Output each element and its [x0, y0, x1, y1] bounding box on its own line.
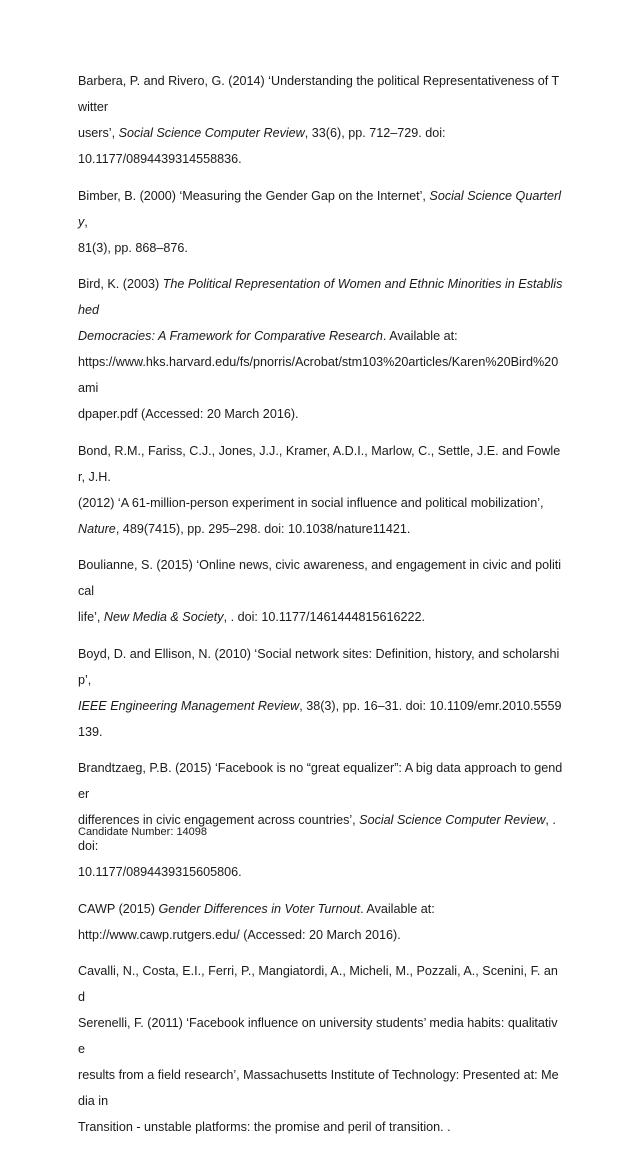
reference-entry — [78, 271, 564, 427]
reference-text: . Available at: https://www.hks.harvard.edu/fs/pnorris/Acrobat/stm103%20articles/Karen%20Bird%20ami dpaper.pdf (Accessed: 20 March 2016). — [78, 329, 559, 421]
reference-source-title: The Political Representation of Women and Ethnic Minorities in Established Democracies: A Framework for Comparative Research — [78, 277, 563, 343]
reference-entry — [78, 641, 564, 745]
reference-source-title: Social Science Quarterly — [78, 188, 562, 229]
reference-text: , 81(3), pp. 868–876. — [78, 214, 188, 255]
reference-text: Boyd, D. and Ellison, N. (2010) ‘Social network sites: Definition, history, and scholarship’, — [78, 646, 560, 687]
reference-entry — [78, 552, 564, 630]
reference-list — [78, 68, 564, 1151]
reference-text: Brandtzaeg, P.B. (2015) ‘Facebook is no “great equalizer”: A big data approach to gender differences in civic engagement across countries’, — [78, 761, 563, 827]
reference-text: , . doi: 10.1177/1461444815616222. — [223, 610, 426, 624]
reference-source-title: Social Science Computer Review — [359, 813, 546, 827]
reference-text: . Available at: http://www.cawp.rutgers.edu/ (Accessed: 20 March 2016). — [78, 901, 435, 942]
reference-text: Cavalli, N., Costa, E.I., Ferri, P., Mangiatordi, A., Micheli, M., Pozzali, A., Scenini, F. and Serenelli, F. (2011) ‘Facebook influence on university students’ media habits: qualitative results from a field research’, Massachusetts Institute of Technology: Presented at: Media in Transition - unstable platforms: the promise and peril of transition. . — [78, 964, 559, 1134]
page-footer-candidate-number: Candidate Number: 14098 — [78, 826, 208, 838]
reference-source-title: New Media & Society — [103, 610, 224, 624]
reference-text: Barbera, P. and Rivero, G. (2014) ‘Understanding the political Representativeness of Twitter users’, — [78, 74, 560, 140]
reference-entry — [78, 183, 564, 261]
reference-source-title: Gender Differences in Voter Turnout — [158, 901, 361, 916]
reference-entry — [78, 68, 564, 172]
reference-entry — [78, 438, 564, 542]
reference-text: , 38(3), pp. 16–31. doi: 10.1109/emr.2010.5559139. — [78, 698, 562, 739]
reference-entry — [78, 755, 564, 885]
reference-text: CAWP (2015) — [78, 901, 159, 916]
reference-text: , . doi: 10.1177/0894439315605806. — [78, 813, 556, 879]
reference-entry — [78, 896, 564, 948]
reference-entry — [78, 958, 564, 1140]
reference-text: Boulianne, S. (2015) ‘Online news, civic awareness, and engagement in civic and political life’, — [78, 558, 562, 624]
reference-text: Bimber, B. (2000) ‘Measuring the Gender Gap on the Internet’, — [78, 188, 430, 203]
reference-source-title: Social Science Computer Review — [118, 126, 305, 140]
reference-text: , 33(6), pp. 712–729. doi: 10.1177/0894439314558836. — [78, 126, 446, 166]
reference-text: , 489(7415), pp. 295–298. doi: 10.1038/nature11421. — [115, 521, 411, 536]
reference-text: Bond, R.M., Fariss, C.J., Jones, J.J., Kramer, A.D.I., Marlow, C., Settle, J.E. and Fowler, J.H. (2012) ‘A 61-million-person experiment in social influence and political mobilization’, — [78, 443, 561, 510]
reference-source-title: Nature — [78, 521, 116, 536]
reference-text: Bird, K. (2003) — [78, 277, 163, 291]
reference-source-title: IEEE Engineering Management Review — [78, 698, 300, 713]
